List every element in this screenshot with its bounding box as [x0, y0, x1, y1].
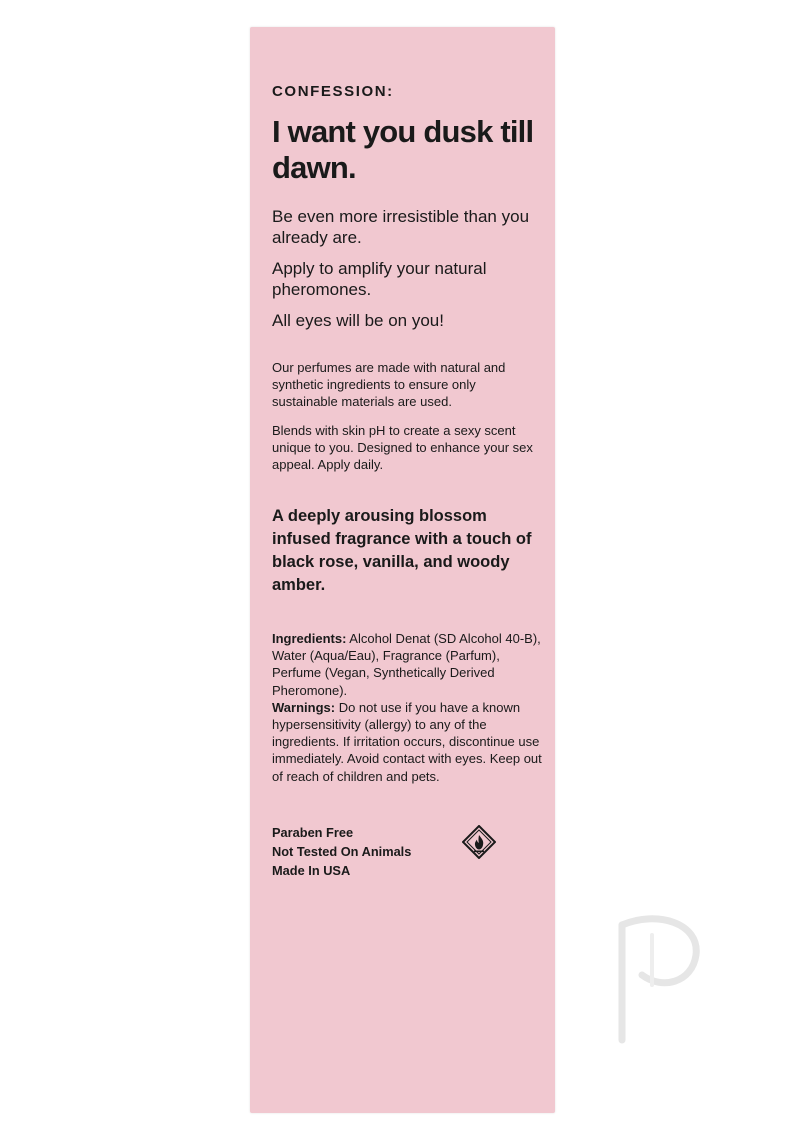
ingredients-label: Ingredients: [272, 631, 347, 646]
claim-item: Made In USA [272, 862, 351, 878]
claim-item: Not Tested On Animals [272, 843, 412, 859]
box-copy [272, 83, 542, 880]
flammable-diamond-icon [462, 825, 496, 859]
ingredients-text: Alcohol Denat (SD Alcohol 40-B), Water (Aqua/Eau), Fragrance (Parfum), Perfume (Vegan, Synthetically Derived Pheromone). [272, 631, 541, 698]
product-box [250, 27, 555, 1113]
body-paragraph: Blends with skin pH to create a sexy scent unique to you. Designed to enhance your sex appeal. Apply daily. [272, 423, 533, 472]
ingredients-warnings [272, 630, 542, 785]
body-copy [272, 359, 542, 473]
lead-line: Be even more irresistible than you already are. [272, 207, 530, 247]
warnings-label: Warnings: [272, 699, 336, 715]
confession-kicker: CONFESSION: [272, 83, 394, 100]
headline: I want you dusk till dawn. [272, 114, 534, 185]
logo-watermark-icon [612, 905, 707, 1045]
claim-item: Paraben Free [272, 824, 354, 840]
body-paragraph: Our perfumes are made with natural and synthetic ingredients to ensure only sustainable materials are used. [272, 360, 506, 409]
lead-line: All eyes will be on you! [272, 311, 444, 330]
warnings-text: Do not use if you have a known hypersensitivity (allergy) to any of the ingredients. If irritation occurs, discontinue use immediately. Avoid contact with eyes. Keep out of reach of children and pets. [272, 699, 542, 784]
fragrance-description: A deeply arousing blossom infused fragrance with a touch of black rose, vanilla, and woody amber. [272, 507, 532, 594]
claims-list [272, 823, 542, 880]
lead-copy [272, 206, 542, 331]
lead-line: Apply to amplify your natural pheromones. [272, 259, 487, 299]
